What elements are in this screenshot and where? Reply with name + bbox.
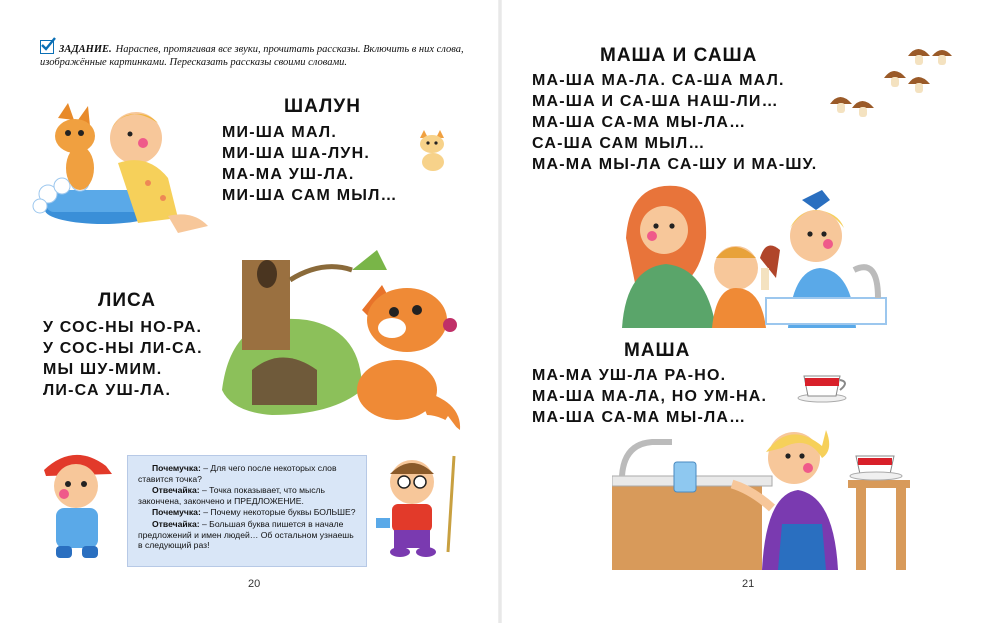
dialog-speaker: Отвечайка:: [152, 518, 200, 529]
story-text: [43, 317, 203, 401]
girl-washing-dishes-illustration: [612, 424, 922, 570]
story-text: [532, 70, 817, 175]
story-line: МА-ША СА-МА МЫ-ЛА…: [532, 409, 747, 426]
page-number: 20: [248, 578, 261, 590]
story-text: [532, 365, 767, 428]
task-label: ЗАДАНИЕ.: [59, 44, 112, 55]
dialog-speaker: Отвечайка:: [152, 485, 200, 496]
story-title: МАША И САША: [600, 45, 758, 66]
story-line: МИ-ША ША-ЛУН.: [222, 145, 370, 162]
story-line: У СОС-НЫ ЛИ-СА.: [43, 340, 203, 357]
otvechaika-character: [372, 452, 468, 562]
boy-washing-cat-illustration: [18, 98, 218, 238]
story-line: МА-МА УШ-ЛА.: [222, 166, 355, 183]
task-text: Нараспев, протягивая все звуки, прочитать рассказы. Включить в них слова, изображённые картинками. Пересказать рассказы своими словами.: [40, 44, 464, 68]
dialog-text: – Для чего после некоторых слов ставится точка?: [138, 463, 337, 484]
story-line: МА-МА МЫ-ЛА СА-ШУ И МА-ШУ.: [532, 156, 818, 173]
dialog-speaker: Почемучка:: [152, 463, 201, 473]
dialog-line: [138, 519, 358, 551]
dialog-text: – Почему некоторые буквы БОЛЬШЕ?: [203, 507, 356, 518]
story-line: МЫ ШУ-МИМ.: [43, 361, 163, 378]
cat-icon: [412, 128, 454, 172]
story-title: ШАЛУН: [284, 96, 361, 117]
story-text: [222, 122, 398, 206]
dialog-speaker: Почемучка:: [152, 507, 201, 518]
dialog-line: [138, 463, 358, 484]
story-line: МИ-ША МАЛ.: [222, 124, 337, 141]
story-line: МА-ША И СА-ША НАШ-ЛИ…: [532, 93, 779, 110]
story-line: СА-ША САМ МЫЛ…: [532, 135, 706, 152]
mother-washing-children-illustration: [616, 178, 890, 328]
dialog-line: [138, 507, 358, 518]
story-line: МА-ША МА-ЛА. СА-ША МАЛ.: [532, 72, 785, 89]
pochemuchka-character: [34, 448, 120, 560]
story-line: МА-ША МА-ЛА, НО УМ-НА.: [532, 388, 768, 405]
story-line: МА-МА УШ-ЛА РА-НО.: [532, 367, 727, 384]
story-line: У СОС-НЫ НО-РА.: [43, 319, 203, 336]
dialog-text: – Большая буква пишется в начале предложений и имен людей… Об остальном узнаешь в следующий раз!: [138, 518, 354, 551]
dialog-box: [127, 455, 367, 567]
dialog-text: – Точка показывает, что мысль закончена, закончено и ПРЕДЛОЖЕНИЕ.: [138, 485, 325, 506]
mushroom-icon: [828, 40, 953, 124]
checkbox-icon: [40, 40, 54, 54]
story-line: ЛИ-СА УШ-ЛА.: [43, 382, 172, 399]
right-page: [500, 0, 1000, 623]
story-line: МИ-ША САМ МЫЛ…: [222, 187, 398, 204]
fox-and-tree-illustration: [212, 240, 474, 440]
page-number: 21: [742, 578, 755, 590]
teacup-icon: [796, 370, 854, 404]
dialog-line: [138, 485, 358, 506]
task-instruction: [40, 40, 480, 69]
story-line: МА-ША СА-МА МЫ-ЛА…: [532, 114, 747, 131]
story-title: ЛИСА: [98, 290, 156, 311]
story-title: МАША: [624, 340, 691, 361]
